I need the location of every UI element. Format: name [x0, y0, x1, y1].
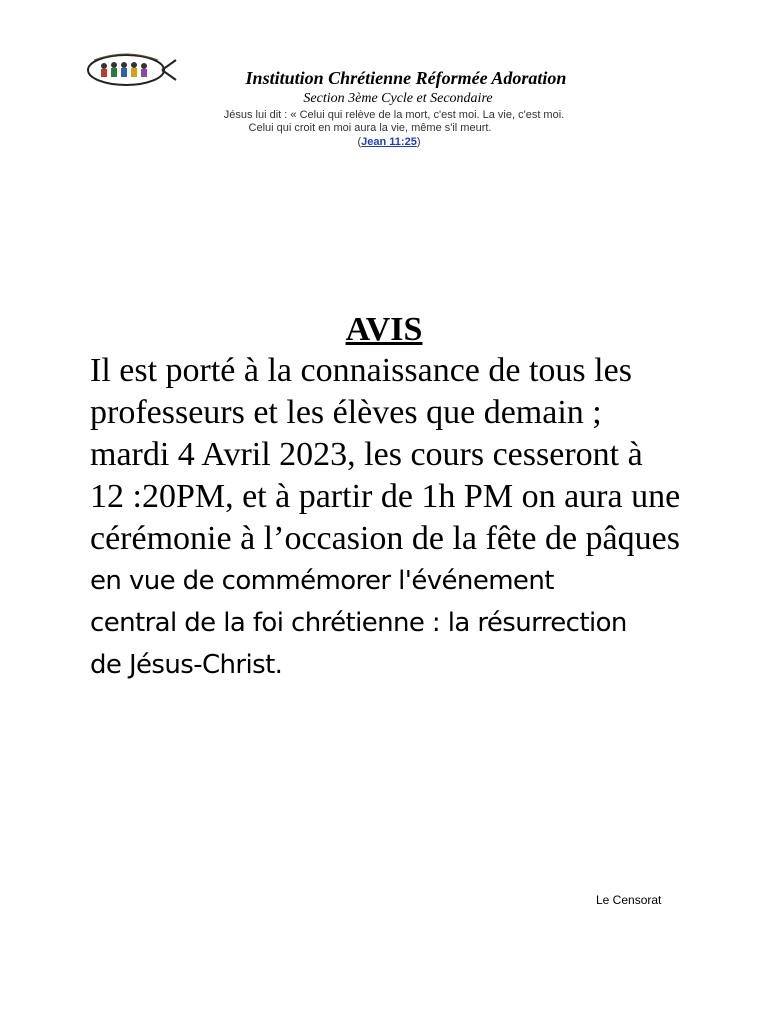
notice-line: cérémonie à l’occasion de la fête de pâques: [90, 520, 680, 557]
verse-reference-link[interactable]: Jean 11:25: [361, 136, 417, 148]
notice-title: AVIS: [345, 311, 423, 348]
verse-line-2: Celui qui croit en moi aura la vie, même s'il meurt.: [248, 122, 492, 134]
notice-line: central de la foi chrétienne : la résurrection: [90, 608, 627, 638]
notice-line: professeurs et les élèves que demain ;: [90, 394, 602, 431]
notice-line: mardi 4 Avril 2023, les cours cesseront à: [90, 436, 643, 473]
institution-name: Institution Chrétienne Réformée Adoration: [245, 68, 567, 88]
verse-ref-close: ): [416, 136, 421, 148]
notice-body-serif: [90, 350, 730, 560]
notice-line: 12 :20PM, et à partir de 1h PM on aura une: [90, 478, 681, 515]
verse-ref-open: (: [357, 136, 362, 148]
section-subtitle: Section 3ème Cycle et Secondaire: [303, 91, 493, 106]
notice-line: en vue de commémorer l'événement: [90, 566, 554, 596]
verse-line-1: Jésus lui dit : « Celui qui relève de la mort, c'est moi. La vie, c'est moi.: [223, 109, 565, 121]
notice-line: de Jésus-Christ.: [90, 650, 283, 680]
notice-body-sans: [90, 560, 730, 686]
notice-line: Il est porté à la connaissance de tous les: [90, 352, 632, 389]
signature: Le Censorat: [596, 893, 662, 907]
verse-reference: [0, 136, 768, 149]
